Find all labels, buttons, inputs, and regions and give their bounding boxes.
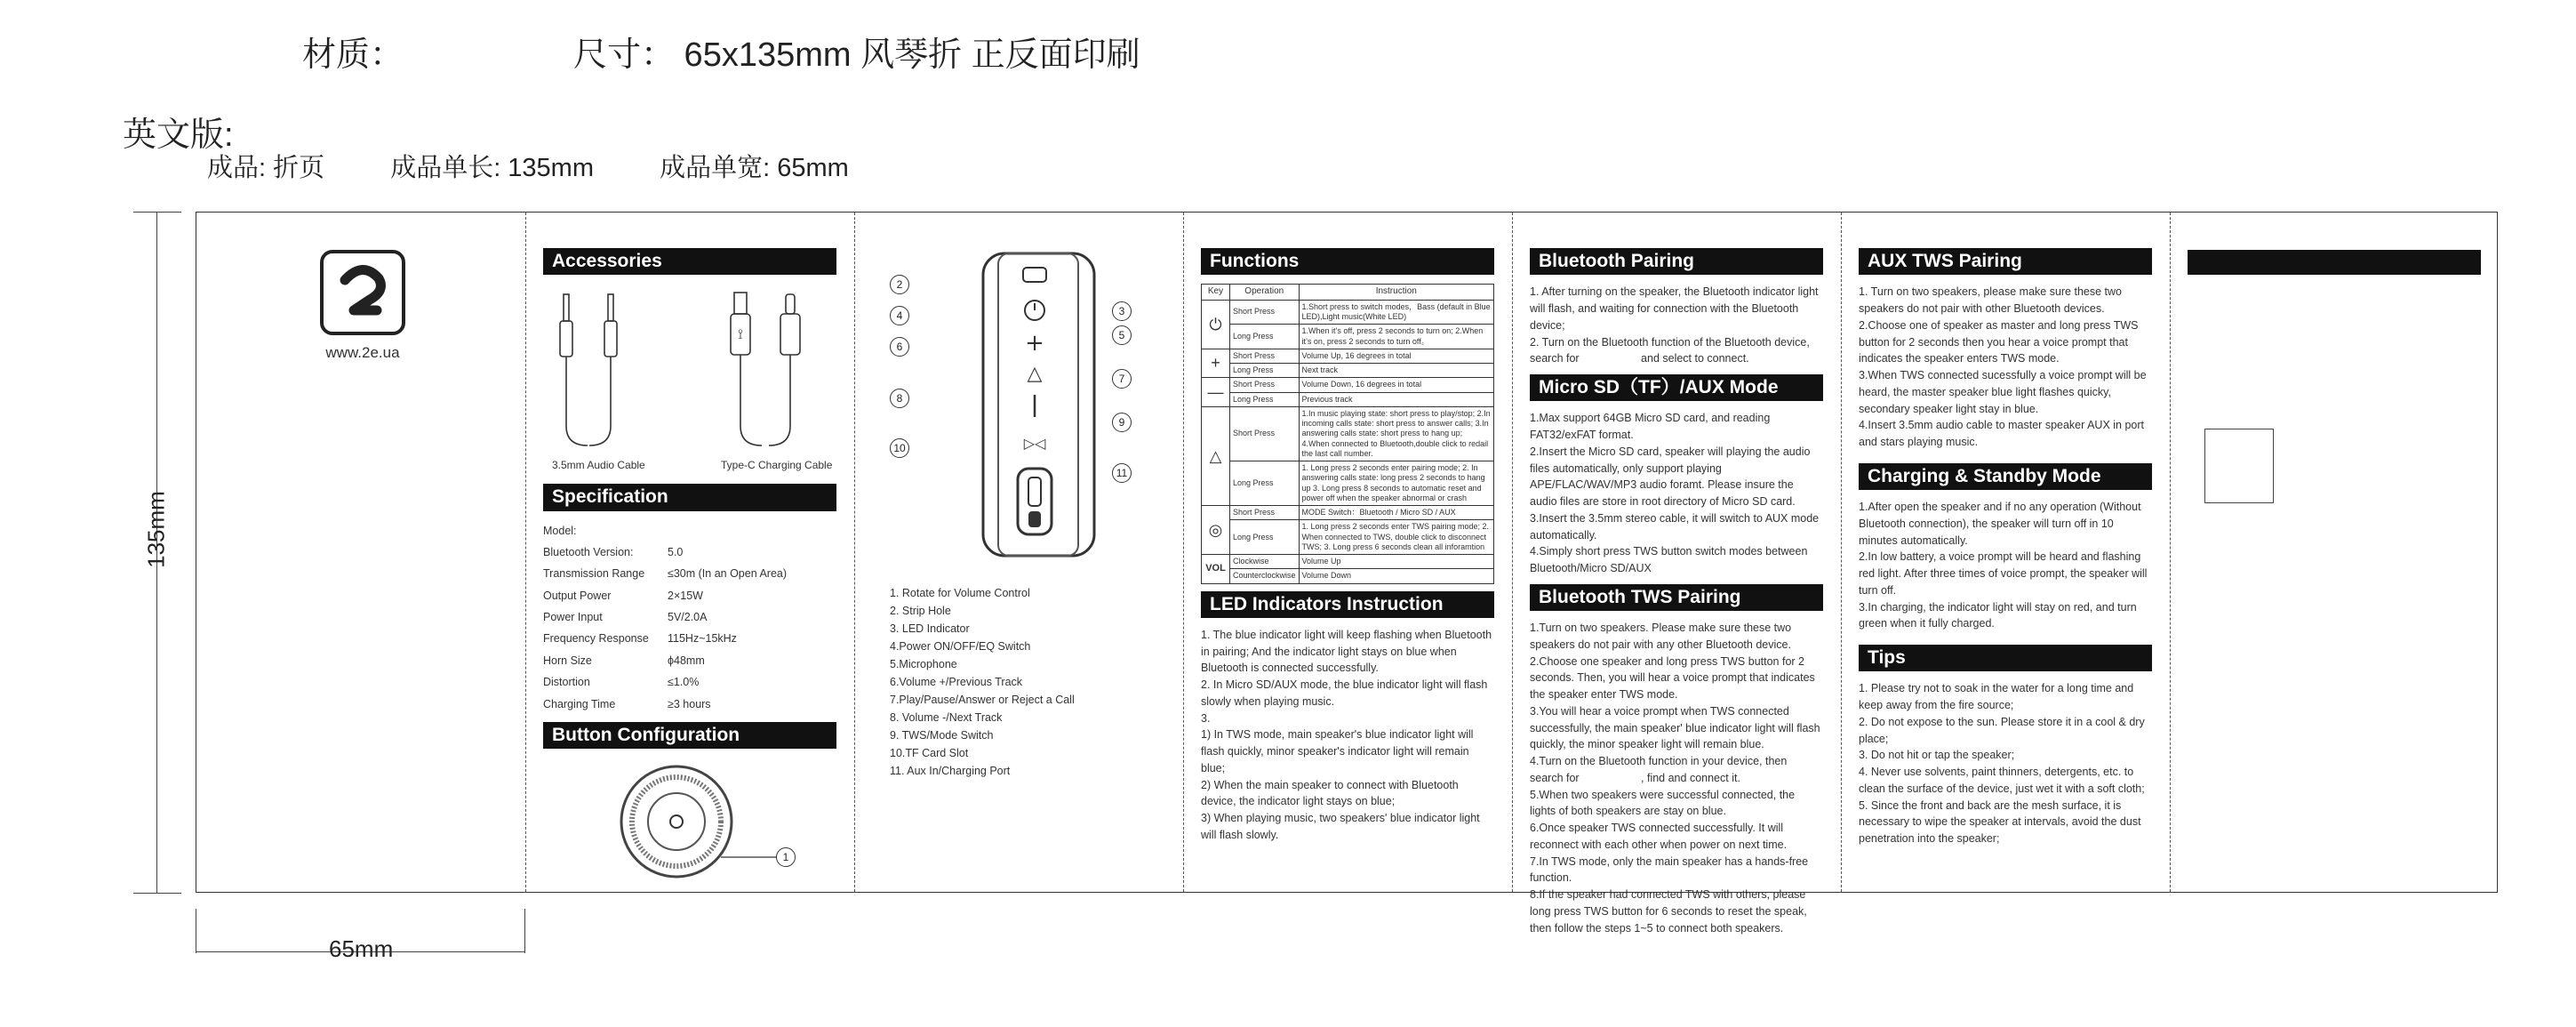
part-item: 7.Play/Pause/Answer or Reject a Call — [890, 694, 1075, 706]
specification-list — [543, 520, 836, 715]
bt-pairing-text: 1. After turning on the speaker, the Bluetooth indicator light will flash, and waiting for connection with the Bluetooth device; 2. Turn on the Bluetooth function of the Bluetooth device, search for and select to connect. — [1530, 285, 1819, 365]
panel-bluetooth — [1512, 213, 1841, 935]
spec-row: Bluetooth Version: 5.0 — [543, 545, 684, 558]
spec-row: Distortion ≤1.0% — [543, 676, 700, 689]
table-row: + Short Press Volume Up, 16 degrees in total — [1202, 349, 1494, 363]
microsd-heading: Micro SD（TF）/AUX Mode — [1530, 374, 1823, 401]
power-icon: ⏻ — [1202, 300, 1230, 349]
part-item: 2. Strip Hole — [890, 605, 951, 617]
spec-row: Model: — [543, 524, 577, 537]
table-row: Long Press 1. Long press 2 seconds enter pairing mode; 2. In answering calls state: long press 2 seconds to hang up 3. Long press 8 seconds to automatic reset and power off when the speaker abnormal or crash — [1202, 461, 1494, 506]
panel-functions — [1183, 213, 1512, 892]
knob-callout: 1 — [776, 847, 796, 867]
callout-7: 7 — [1112, 369, 1132, 389]
functions-heading: Functions — [1201, 248, 1494, 275]
table-row: Long Press Next track — [1202, 364, 1494, 378]
callout-5: 5 — [1112, 325, 1132, 345]
part-item: 1. Rotate for Volume Control — [890, 587, 1030, 599]
logo-icon — [320, 250, 405, 335]
callout-3: 3 — [1112, 301, 1132, 321]
spec-row: Horn Size ϕ48mm — [543, 654, 705, 667]
table-row: Long Press Previous track — [1202, 392, 1494, 406]
product-type: 成品: 折页 — [207, 154, 325, 182]
svg-text:+: + — [1025, 330, 1044, 357]
part-item: 9. TWS/Mode Switch — [890, 729, 994, 742]
table-row: VOL Clockwise Volume Up — [1202, 555, 1494, 569]
panel-cover — [196, 213, 525, 892]
aux-tws-text: 1. Turn on two speakers, please make sure these two speakers do not pair with other Bluetooth devices. 2.Choose one of speaker as master and long press TWS button for 2 seconds then you hear a voice prompt that indicates the speaker enters TWS mode. 3.When TWS connected sucessfully a voice prompt will be heard, the master speaker blue light flashes quicky, secondary speaker light stay in blue. 4.Insert 3.5mm audio cable to master speaker AUX in port and stars playing music. — [1859, 285, 2147, 448]
finished-specs — [207, 148, 908, 184]
table-row: △ Short Press 1.In music playing state: short press to play/stop; 2.In incoming calls state: short press to answer calls; 3.In answering calls state: short press to hang up; 4.When connected to Bluetooth,double click to redail the last call number. — [1202, 406, 1494, 461]
spec-row: Power Input 5V/2.0A — [543, 611, 708, 623]
table-row: Long Press 1.When it’s off, press 2 seconds to turn on; 2.When it’s on, press 2 seconds to turn off。 — [1202, 325, 1494, 349]
spec-row: Output Power 2×15W — [543, 589, 703, 602]
accessories-illustration — [543, 284, 836, 475]
svg-text:▷◁: ▷◁ — [1023, 435, 1046, 452]
callout-6: 6 — [890, 337, 909, 357]
button-config-heading: Button Configuration — [543, 722, 836, 749]
callout-9: 9 — [1112, 413, 1132, 432]
bt-pairing-heading: Bluetooth Pairing — [1530, 248, 1823, 275]
microsd-text: 1.Max support 64GB Micro SD card, and reading FAT32/exFAT format. 2.Insert the Micro SD card, speaker will playing the audio files automatically, only support playing APE/FLAC/WAV/MP3 audio foramt. Please insure the audio files are store in root directory of Micro SD card. 3.Insert the 3.5mm stereo cable, it will switch to AUX mode automatically. 4.Simply short press TWS button switch modes between Bluetooth/Micro SD/AUX — [1530, 412, 1820, 574]
tws-mode-icon: ◎ — [1202, 506, 1230, 555]
version-label: 英文版: — [123, 116, 234, 154]
material-label: 材质： — [302, 36, 404, 74]
callout-10: 10 — [890, 438, 909, 458]
plus-icon: + — [1202, 349, 1230, 378]
led-heading: LED Indicators Instruction — [1201, 591, 1494, 618]
part-item: 8. Volume -/Next Track — [890, 711, 1003, 724]
cables-icon — [543, 284, 836, 453]
play-triangle-icon: △ — [1202, 406, 1230, 505]
functions-table — [1201, 284, 1494, 583]
vol-label: VOL — [1202, 555, 1230, 584]
charging-text: 1.After open the speaker and if no any operation (Without Bluetooth connection), the speaker will turn off in 10 minutes automatically. 2.In low battery, a voice prompt will be heard and flashing red light. After three times of voice prompt, the speaker will turn off. 3.In charging, the indicator light will stay on red, and turn green when it fully charged. — [1859, 501, 2148, 630]
specification-heading: Specification — [543, 484, 836, 510]
volume-knob-illustration — [543, 758, 836, 882]
table-row: — Short Press Volume Down, 16 degrees in total — [1202, 378, 1494, 392]
led-instructions: 1. The blue indicator light will keep flashing when Bluetooth in pairing; And the indicator light stays on blue when Bluetooth is connected successfully. 2. In Micro SD/AUX mode, the blue indicator light will flash slowly when playing music. 3. 1) In TWS mode, main speaker's blue indicator light will flash quickly, minor speaker's indicator light will remain blue; 2) When the main speaker to connect with Bluetooth device, the indicator light stays on blue; 3) When playing music, two speakers' blue indicator light will flash slowly. — [1201, 628, 1492, 841]
size-label: 尺寸： 65x135mm 风琴折 正反面印刷 — [573, 36, 1140, 74]
callout-8: 8 — [890, 389, 909, 408]
single-length: 成品单长: 135mm — [390, 154, 595, 182]
brand-url: www.2e.ua — [325, 344, 400, 361]
typec-cable-caption: Type-C Charging Cable — [721, 459, 833, 472]
back-bar — [2188, 250, 2481, 275]
svg-text:⟟: ⟟ — [738, 325, 743, 343]
minus-icon: — — [1202, 378, 1230, 407]
spec-row: Transmission Range ≤30m (In an Open Area) — [543, 567, 788, 581]
charging-heading: Charging & Standby Mode — [1859, 463, 2152, 490]
speaker-front-diagram — [943, 248, 1121, 577]
part-item: 5.Microphone — [890, 658, 957, 670]
part-item: 4.Power ON/OFF/EQ Switch — [890, 640, 1031, 653]
part-item: 10.TF Card Slot — [890, 747, 969, 759]
part-item: 3. LED Indicator — [890, 622, 970, 635]
accessories-heading: Accessories — [543, 248, 836, 275]
audio-cable-caption: 3.5mm Audio Cable — [552, 459, 645, 472]
spec-row: Frequency Response 115Hz~15kHz — [543, 632, 737, 646]
bt-tws-text: 1.Turn on two speakers. Please make sure these two speakers do not pair with any other Bluetooth device. 2.Choose one speaker and long press TWS button for 2 seconds. Then, you will hear a voice prompt that indicates the speaker enter TWS mode. 3.You will hear a voice prompt when TWS connected successfully, the main speaker' blue indicator light will flash quickly, the minor speaker light will remain blue. 4.Turn on the Bluetooth function in your device, then search for , find and connect it. 5.When two speakers were successful connected, the lights of both speakers are stay on blue. 6.Once speaker TWS connected successfully. It will reconnect with each other when power on next time. 7.In TWS mode, only the main speaker has a hands-free function. 8.If the speaker had connected TWS with others, please long press TWS button for 6 seconds to reset the speak, then follow the steps 1~5 to connect both speakers. — [1530, 622, 1820, 935]
bt-tws-heading: Bluetooth TWS Pairing — [1530, 584, 1823, 611]
callout-4: 4 — [890, 306, 909, 325]
tips-heading: Tips — [1859, 645, 2152, 671]
part-item: 11. Aux In/Charging Port — [890, 765, 1011, 777]
svg-text:△: △ — [1027, 363, 1043, 385]
width-dimension-label: 65mm — [329, 935, 394, 962]
spec-row: Charging Time ≥3 hours — [543, 697, 711, 710]
table-row: ◎ Short Press MODE Switch：Bluetooth / Micro SD / AUX — [1202, 506, 1494, 520]
functions-header-row: Key Operation Instruction — [1202, 285, 1494, 301]
aux-tws-heading: AUX TWS Pairing — [1859, 248, 2152, 275]
single-width: 成品单宽: 65mm — [660, 154, 849, 182]
leaflet-sheet — [196, 212, 2498, 935]
table-row: Counterclockwise Volume Down — [1202, 569, 1494, 583]
table-row: Long Press 1. Long press 2 seconds enter TWS pairing mode; 2. When connected to TWS, double click to disconnect TWS; 3. Long press 6 seconds clean all inforamtion — [1202, 520, 1494, 555]
panel-aux-tips — [1841, 213, 2170, 892]
parts-list — [890, 584, 1075, 780]
tips-text: 1. Please try not to soak in the water for a long time and keep away from the fire source; 2. Do not expose to the sun. Please store it in a cool & dry place; 3. Do not hit or tap the speaker; 4. Never use solvents, paint thinners, detergents, etc. to clean the surface of the device, just wet it with a soft cloth; 5. Since the front and back are the mesh surface, it is necessary to wipe the speaker at intervals, avoid the dust penetration into the speaker; — [1859, 682, 2145, 845]
panel-diagram — [854, 213, 1183, 892]
panel-accessories — [525, 213, 854, 892]
panel-back — [2170, 213, 2499, 892]
part-item: 6.Volume +/Previous Track — [890, 676, 1023, 688]
callout-2: 2 — [890, 275, 909, 294]
height-dimension-label: 135mm — [142, 491, 170, 568]
callout-11: 11 — [1112, 463, 1132, 483]
table-row: ⏻ Short Press 1.Short press to switch modes，Bass (default in Blue LED),Light music(White LED) — [1202, 300, 1494, 325]
placeholder-box — [2204, 429, 2274, 503]
brand-logo — [314, 250, 412, 364]
